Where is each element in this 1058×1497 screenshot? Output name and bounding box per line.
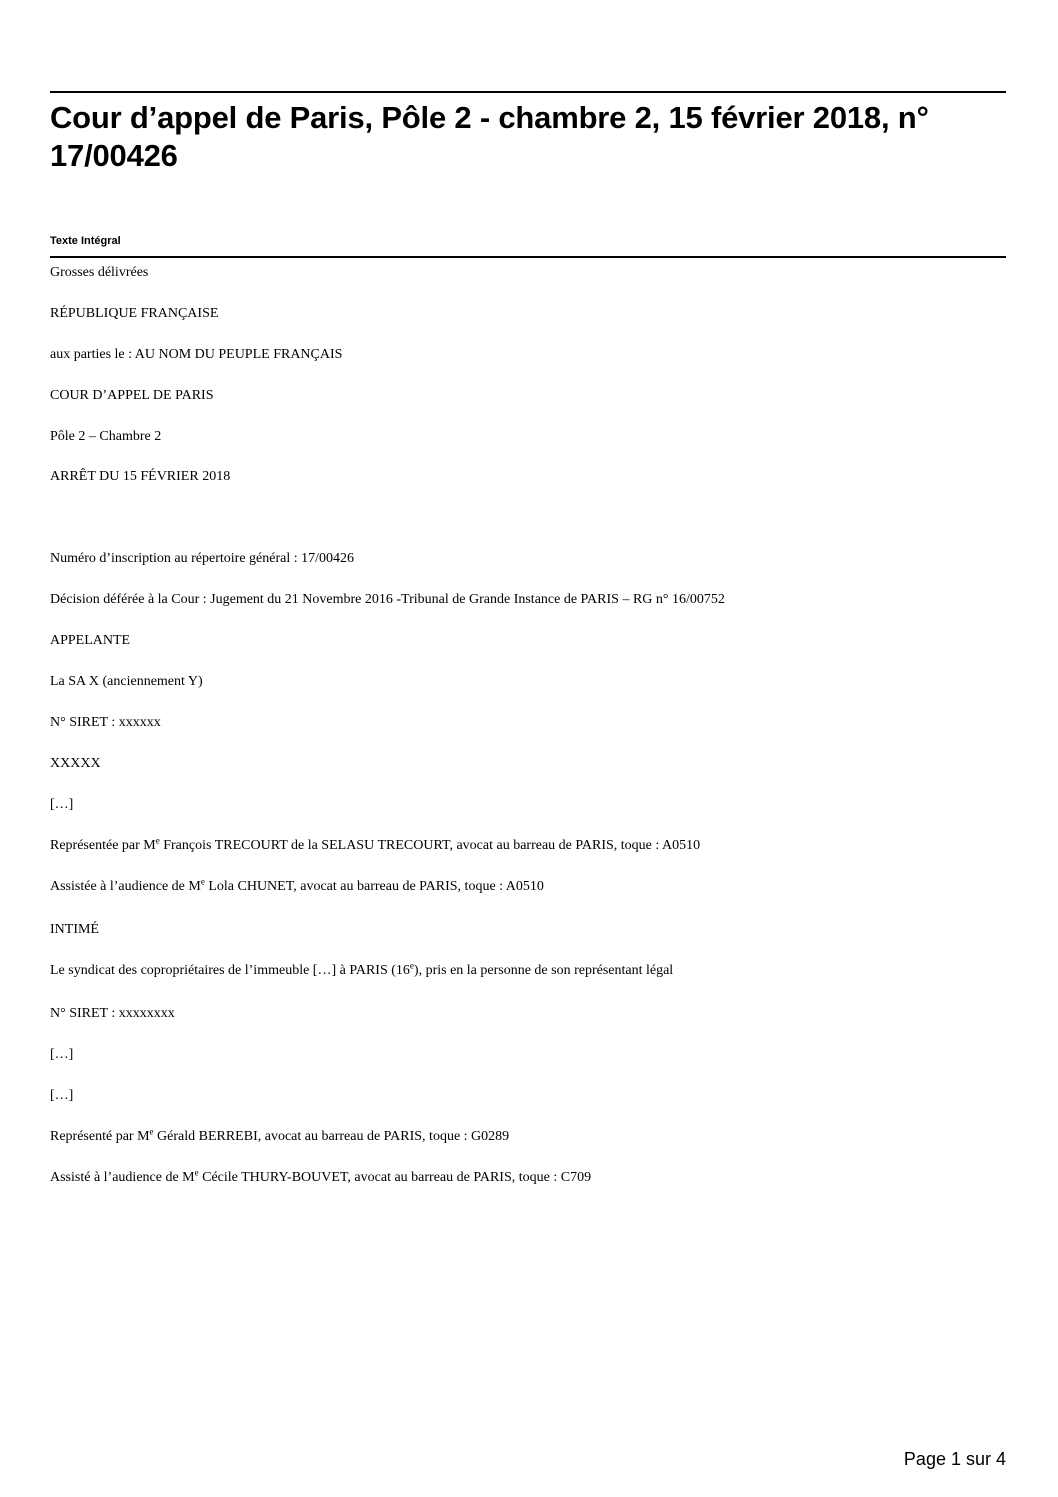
text-line-appelante: APPELANTE [50, 633, 131, 648]
text-line-republique: RÉPUBLIQUE FRANÇAISE [50, 306, 219, 321]
section-label: Texte Intégral [50, 235, 121, 247]
text-line-numero: Numéro d’inscription au répertoire général : 17/00426 [50, 551, 355, 566]
text-line-syndicat [50, 962, 673, 980]
text-fragment: Le syndicat des copropriétaires de l’immeuble […] à PARIS (16 [50, 963, 410, 978]
text-line-arret: ARRÊT DU 15 FÉVRIER 2018 [50, 469, 231, 484]
text-line-assiste [50, 1169, 591, 1187]
text-fragment: François TRECOURT de la SELASU TRECOURT, avocat au barreau de PARIS, toque : A0510 [159, 838, 701, 853]
superscript: e [200, 876, 205, 887]
text-line-assistee [50, 878, 544, 896]
top-divider [50, 91, 1006, 93]
section-divider [50, 256, 1006, 258]
text-line-represente [50, 1128, 509, 1146]
text-fragment: Représentée par M [50, 838, 156, 853]
text-line-ellipsis-1: […] [50, 797, 74, 812]
text-line-cour: COUR D’APPEL DE PARIS [50, 388, 214, 403]
text-fragment: Gérald BERREBI, avocat au barreau de PARIS, toque : G0289 [153, 1129, 510, 1144]
text-line-representee [50, 837, 700, 855]
superscript: e [155, 835, 160, 846]
text-fragment: Assistée à l’audience de M [50, 879, 201, 894]
page-number: Page 1 sur 4 [903, 1449, 1006, 1469]
text-line-ellipsis-2: […] [50, 1047, 74, 1062]
text-fragment: Assisté à l’audience de M [50, 1170, 195, 1185]
text-line-sa-x: La SA X (anciennement Y) [50, 674, 203, 689]
text-line-ellipsis-3: […] [50, 1088, 74, 1103]
text-line-xxxxx: XXXXX [50, 756, 101, 771]
superscript: e [409, 960, 414, 971]
text-line-siret-1: N° SIRET : xxxxxx [50, 715, 161, 730]
text-line-decision: Décision déférée à la Cour : Jugement du 21 Novembre 2016 -Tribunal de Grande Instance de PARIS – RG n° 16/00752 [50, 592, 725, 607]
text-line-intime: INTIMÉ [50, 922, 99, 937]
text-line-grosses: Grosses délivrées [50, 265, 149, 280]
superscript: e [149, 1126, 154, 1137]
text-line-pole: Pôle 2 – Chambre 2 [50, 429, 162, 444]
document-title: Cour d’appel de Paris, Pôle 2 - chambre 2, 15 février 2018, n° 17/00426 [50, 100, 929, 173]
text-fragment: Représenté par M [50, 1129, 150, 1144]
text-fragment: Lola CHUNET, avocat au barreau de PARIS, toque : A0510 [204, 879, 544, 894]
superscript: e [194, 1167, 199, 1178]
text-fragment: Cécile THURY-BOUVET, avocat au barreau de PARIS, toque : C709 [198, 1170, 592, 1185]
text-fragment: ), pris en la personne de son représentant légal [413, 963, 674, 978]
text-line-siret-2: N° SIRET : xxxxxxxx [50, 1006, 175, 1021]
text-line-au-nom: aux parties le : AU NOM DU PEUPLE FRANÇAIS [50, 347, 343, 362]
